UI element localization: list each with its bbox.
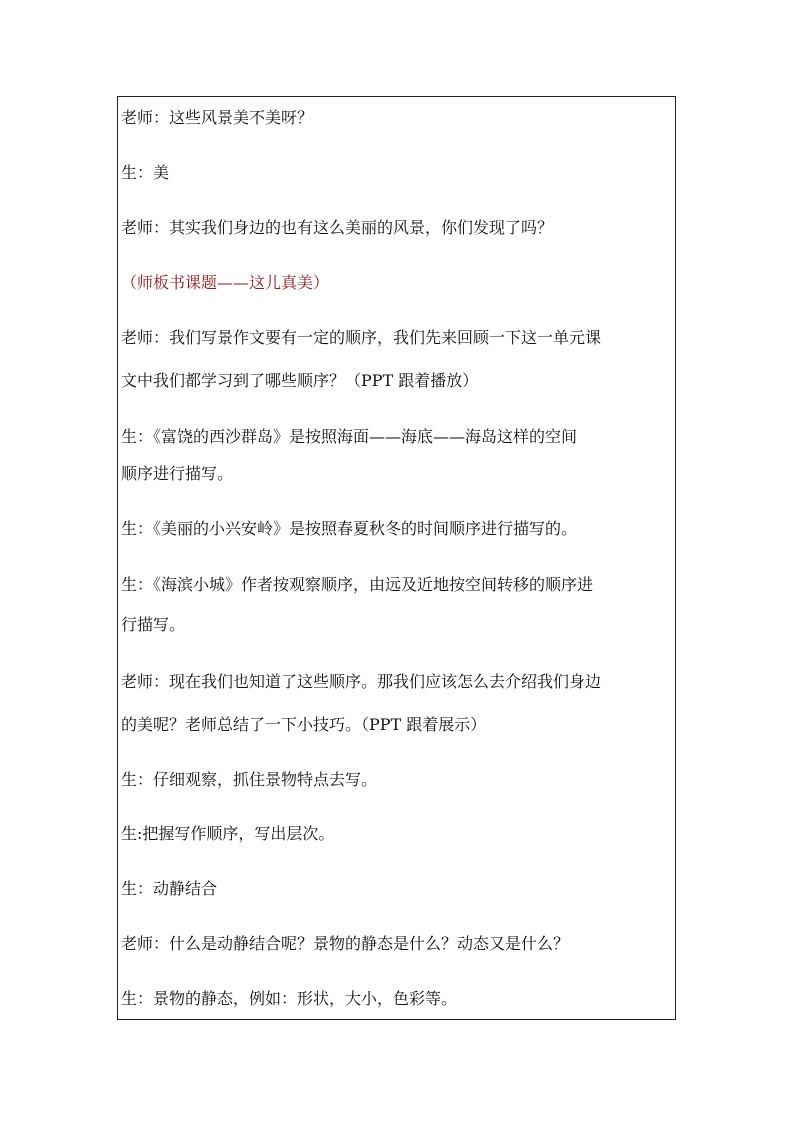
dialogue-line: 老师：什么是动静结合呢？景物的静态是什么？动态又是什么？ xyxy=(121,934,570,953)
dialogue-line: 生:把握写作顺序，写出层次。 xyxy=(121,824,335,843)
dialogue-line: 文中我们都学习到了哪些顺序？（PPT 跟着播放） xyxy=(121,371,479,390)
dialogue-line: 生：《海滨小城》作者按观察顺序，由远及近地按空间转移的顺序进 xyxy=(121,575,594,594)
dialogue-line: 老师：其实我们身边的也有这么美丽的风景，你们发现了吗？ xyxy=(121,218,554,237)
dialogue-line: 生：《美丽的小兴安岭》是按照春夏秋冬的时间顺序进行描写的。 xyxy=(121,519,578,538)
dialogue-line: 老师：这些风景美不美呀？ xyxy=(121,108,314,127)
dialogue-line: 行描写。 xyxy=(121,615,186,634)
dialogue-line: 老师：我们写景作文要有一定的顺序，我们先来回顾一下这一单元课 xyxy=(121,328,602,347)
dialogue-line: 生：景物的静态，例如：形状，大小，色彩等。 xyxy=(121,989,458,1008)
text-cell xyxy=(117,96,676,1020)
dialogue-line: 生：仔细观察，抓住景物特点去写。 xyxy=(121,770,378,789)
dialogue-line: 生：美 xyxy=(121,163,170,182)
dialogue-line: 老师：现在我们也知道了这些顺序。那我们应该怎么去介绍我们身边 xyxy=(121,672,602,691)
dialogue-line: 顺序进行描写。 xyxy=(121,464,234,483)
dialogue-line: 的美呢？老师总结了一下小技巧。（PPT 跟着展示） xyxy=(121,715,487,734)
board-title-line: （师板书课题——这儿真美） xyxy=(121,273,330,292)
dialogue-line: 生：《富饶的西沙群岛》是按照海面——海底——海岛这样的空间 xyxy=(121,427,578,446)
dialogue-line: 生：动静结合 xyxy=(121,879,218,898)
